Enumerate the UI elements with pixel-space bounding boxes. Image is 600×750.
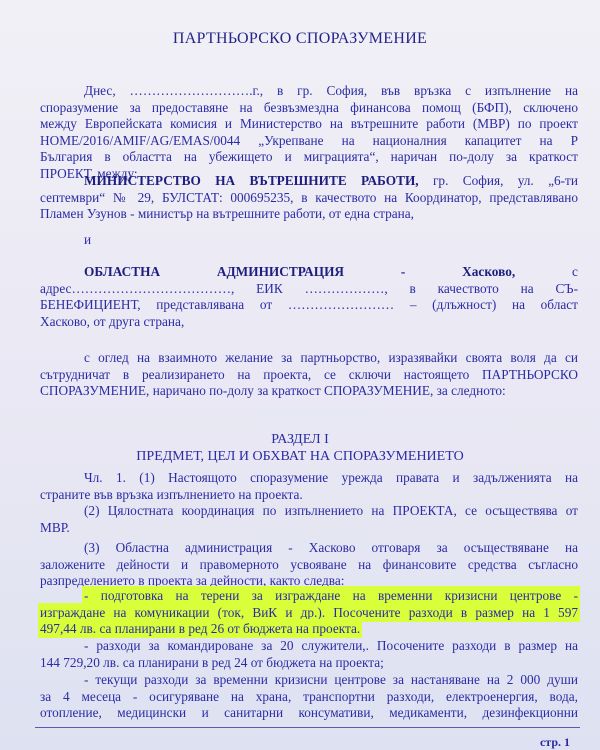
preamble-line-2: сътрудничат в реализирането на проекта, се сключи настоящето ПАРТНЬОРСКО	[40, 366, 578, 382]
list-item-3-text: - текущи разходи за временни кризисни центрове за настаняване на 2 000 души	[84, 672, 578, 687]
list-item-2-line-2: 144 729,20 лв. са планирани в ред 24 от бюджета на проекта;	[40, 654, 384, 670]
conjunction-text: и	[84, 232, 92, 247]
list-item	[40, 638, 578, 671]
footer-divider	[35, 727, 580, 728]
list-item-1-line-2	[40, 605, 578, 622]
party-2-paragraph	[40, 264, 578, 330]
article-1-p2-text: (2) Цялостната координация по изпълнението на ПРОЕКТА, се осъществява от	[84, 503, 578, 518]
list-item-3-line-1	[40, 672, 578, 689]
intro-paragraph	[40, 83, 578, 182]
intro-line-4: HOME/2016/AMIF/AG/EMAS/0044 „Укрепване на националния капацитет на Р	[40, 132, 578, 148]
party-1-line-3: Пламен Узунов - министър на вътрешните работи, от една страна,	[40, 206, 414, 221]
article-1-p3-line-1	[40, 540, 578, 557]
document-title: ПАРТНЬОРСКО СПОРАЗУМЕНИЕ	[172, 30, 428, 47]
preamble-line-3: СПОРАЗУМЕНИЕ, наричано по-долу за краткост СПОРАЗУМЕНИЕ, за следното:	[40, 383, 506, 398]
party-2-name-word-2: АДМИНИСТРАЦИЯ	[216, 264, 345, 279]
list-item-2-line-1	[40, 638, 578, 655]
party-2-word-4: с	[572, 264, 578, 279]
intro-line-2: споразумение за предоставяне на безвъзмездна финансова помощ (БФП), сключено	[40, 99, 578, 115]
party-1-name: МИНИСТЕРСТВО НА ВЪТРЕШНИТЕ РАБОТИ,	[84, 173, 419, 188]
party-1-line-1	[40, 173, 578, 190]
list-item-3-line-2: за 4 месеца - осигуряване на храна, транспортни разходи, електроенергия, вода,	[40, 688, 578, 704]
party-2-line-3: БЕНЕФИЦИЕНТ, представлявана от …………………… – (длъжност) на област	[40, 297, 578, 312]
section-number: РАЗДЕЛ I	[271, 432, 329, 447]
intro-line	[40, 83, 578, 100]
section-title: ПРЕДМЕТ, ЦЕЛ И ОБХВАТ НА СПОРАЗУМЕНИЕТО	[136, 448, 464, 464]
preamble-line-1	[40, 350, 578, 367]
article-1-p1-line-2: страните във връзка изпълнението на проекта.	[40, 486, 303, 502]
article-1	[40, 470, 578, 590]
party-2-line-2: адрес………………………………, ЕИК ………………, в качеството на СЪ-	[40, 280, 578, 296]
party-1-address: гр. София, ул. „6-ти	[432, 173, 578, 188]
intro-line-1: Днес, ……………………….г., в гр. София, във връзка с изпълнение на	[84, 83, 578, 98]
highlighted-text: 497,44 лв. са планирани в ред 26 от бюджета на проекта.	[40, 621, 361, 636]
list-item-1-line-1	[40, 588, 578, 605]
article-1-p1-line-1	[40, 470, 578, 487]
article-1-p1-text: Чл. 1. (1) Настоящото споразумение урежда правата и задълженията на	[84, 470, 578, 485]
article-1-p2-line-1	[40, 503, 578, 520]
party-1-paragraph	[40, 173, 578, 223]
page-number: стр. 1	[539, 735, 570, 749]
list-item-highlighted	[40, 588, 578, 638]
party-2-name-word-3: Хасково,	[462, 264, 516, 279]
list-item-1-line-3	[40, 621, 578, 638]
list-item	[40, 672, 578, 722]
article-1-p3-line-2: заложените дейности и правомерното усвояване на финансовите средства съгласно	[40, 556, 578, 572]
party-2-line-4: Хасково, от друга страна,	[40, 313, 185, 329]
list-item-2-text: - разходи за командироване за 20 служители,. Посочените разходи в размер на	[84, 638, 578, 653]
party-2-dash: -	[400, 264, 406, 279]
article-1-p3-text: (3) Областна администрация - Хасково отговаря за осъществяване на	[84, 540, 578, 555]
conjunction	[40, 232, 578, 249]
party-2-name-word-1: ОБЛАСТНА	[84, 264, 161, 279]
intro-line-5: България в областта на убежището и миграцията“, наричан по-долу за краткост	[40, 149, 578, 164]
intro-line-3: между Европейската комисия и Министерство на вътрешните работи (МВР) по проект	[40, 116, 578, 131]
list-item-3-line-3: отопление, медицински и санитарни консумативи, медикаменти, дезинфекционни	[40, 705, 578, 720]
party-2-line-1	[40, 264, 578, 281]
preamble-line-1-text: с оглед на взаимното желание за партньорство, изразявайки своята воля да си	[84, 350, 578, 365]
highlighted-text: изграждане на комуникации (ток, ВиК и др.). Посочените разходи в размер на 1 597	[40, 604, 578, 620]
section-heading	[0, 432, 600, 465]
preamble-paragraph	[40, 350, 578, 400]
intro-line-6: ПРОЕКТ, между:	[40, 165, 138, 181]
highlighted-text: - подготовка на терени за изграждане на временни кризисни центрове -	[84, 588, 578, 603]
party-1-line-2: септември“ № 29, БУЛСТАТ: 000695235, в качеството на Координатор, представлявано	[40, 189, 578, 205]
article-1-p2-line-2: МВР.	[40, 519, 70, 535]
article-1-p3-line-3: разпределението в проекта за дейности, както следва:	[40, 573, 345, 588]
